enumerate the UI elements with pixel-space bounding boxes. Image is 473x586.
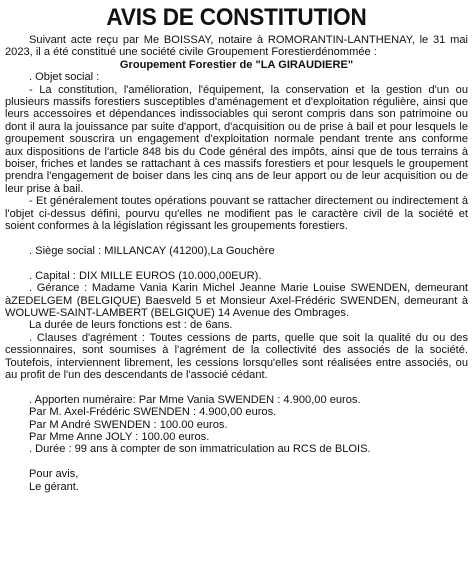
- company-name: Groupement Forestier de "LA GIRAUDIERE": [119, 58, 354, 71]
- duree: . Durée : 99 ans à compter de son immatriculation au RCS de BLOIS.: [29, 443, 371, 456]
- apport-line: Par Mme Anne JOLY : 100.00 euros.: [29, 430, 210, 443]
- spacer: [5, 381, 468, 393]
- objet-paragraph-1: - La constitution, l'amélioration, l'équipement, la conservation et la gestion d'un ou plusieurs massifs forestiers susceptibles d'aménagement et d'exploitation régulière, ainsi que leurs accessoires et dépendances indissociables qui seront compris dans son patrimoine ou dont il aura la jouissance par suite d'apport, d'acquisition ou de prise à bail et pour lesquels le groupement souscrira un engagement d'exploitation normale pendant trente ans conforme aux dispositions de l'article 848 bis du Code général des impôts, ainsi que de tous terrains à boiser, friches et landes se rattachant à ces massifs forestiers et pour lesquels le groupement prendra l'engagement de boiser dans les cinq ans de leur apport ou de leur acquisition ou de leur prise à bail.: [5, 83, 468, 195]
- closing-line: Pour avis,: [29, 468, 79, 481]
- apport-line: . Apporten numéraire: Par Mme Vania SWENDEN : 4.900,00 euros.: [29, 393, 361, 406]
- spacer: [5, 456, 468, 468]
- siege-social: . Siège social : MILLANCAY (41200),La Gouchère: [29, 244, 275, 257]
- objet-heading: . Objet social :: [29, 71, 100, 84]
- spacer: [5, 233, 468, 245]
- apport-line: Par M André SWENDEN : 100.00 euros.: [29, 418, 228, 431]
- gerance: . Gérance : Madame Vania Karin Michel Jeanne Marie Louise SWENDEN, demeurant àZEDELGEM (BELGIQUE) Baesveld 5 et Monsieur Axel-Frédéric SWENDEN, demeurant à WOLUWE-SAINT-LAMBERT (BELGIQUE) 14 Avenue des Ombrages.: [5, 282, 468, 319]
- intro-paragraph: Suivant acte reçu par Me BOISSAY, notaire à ROMORANTIN-LANTHENAY, le 31 mai 2023, il a été constitué une société civile Groupement Forestierdénommée :: [5, 34, 468, 59]
- spacer: [5, 257, 468, 269]
- duree-fonctions: La durée de leurs fonctions est : de 6ans.: [29, 319, 233, 332]
- apport-line: Par M. Axel-Frédéric SWENDEN : 4.900,00 euros.: [29, 406, 277, 419]
- objet-paragraph-2: - Et généralement toutes opérations pouvant se rattacher directement ou indirectement à l'objet ci-dessus défini, pourvu qu'elles ne modifient pas le caractère civil de la société et soient conformes à la législation régissant les groupements forestiers.: [5, 195, 468, 233]
- capital: . Capital : DIX MILLE EUROS (10.000,00EUR).: [29, 269, 262, 282]
- notice-title: AVIS DE CONSTITUTION: [106, 4, 367, 31]
- signature-line: Le gérant.: [29, 480, 79, 493]
- clauses-agrement: . Clauses d'agrément : Toutes cessions de parts, quelle que soit la qualité du ou des cessionnaires, sont soumises à l'agrément de la collectivité des associés de la société. Toutefois, interviennent librement, les cessions lorsqu'elles sont réalisées entre associés, ou au profit de l'un des descendants de l'associé cédant.: [5, 331, 468, 381]
